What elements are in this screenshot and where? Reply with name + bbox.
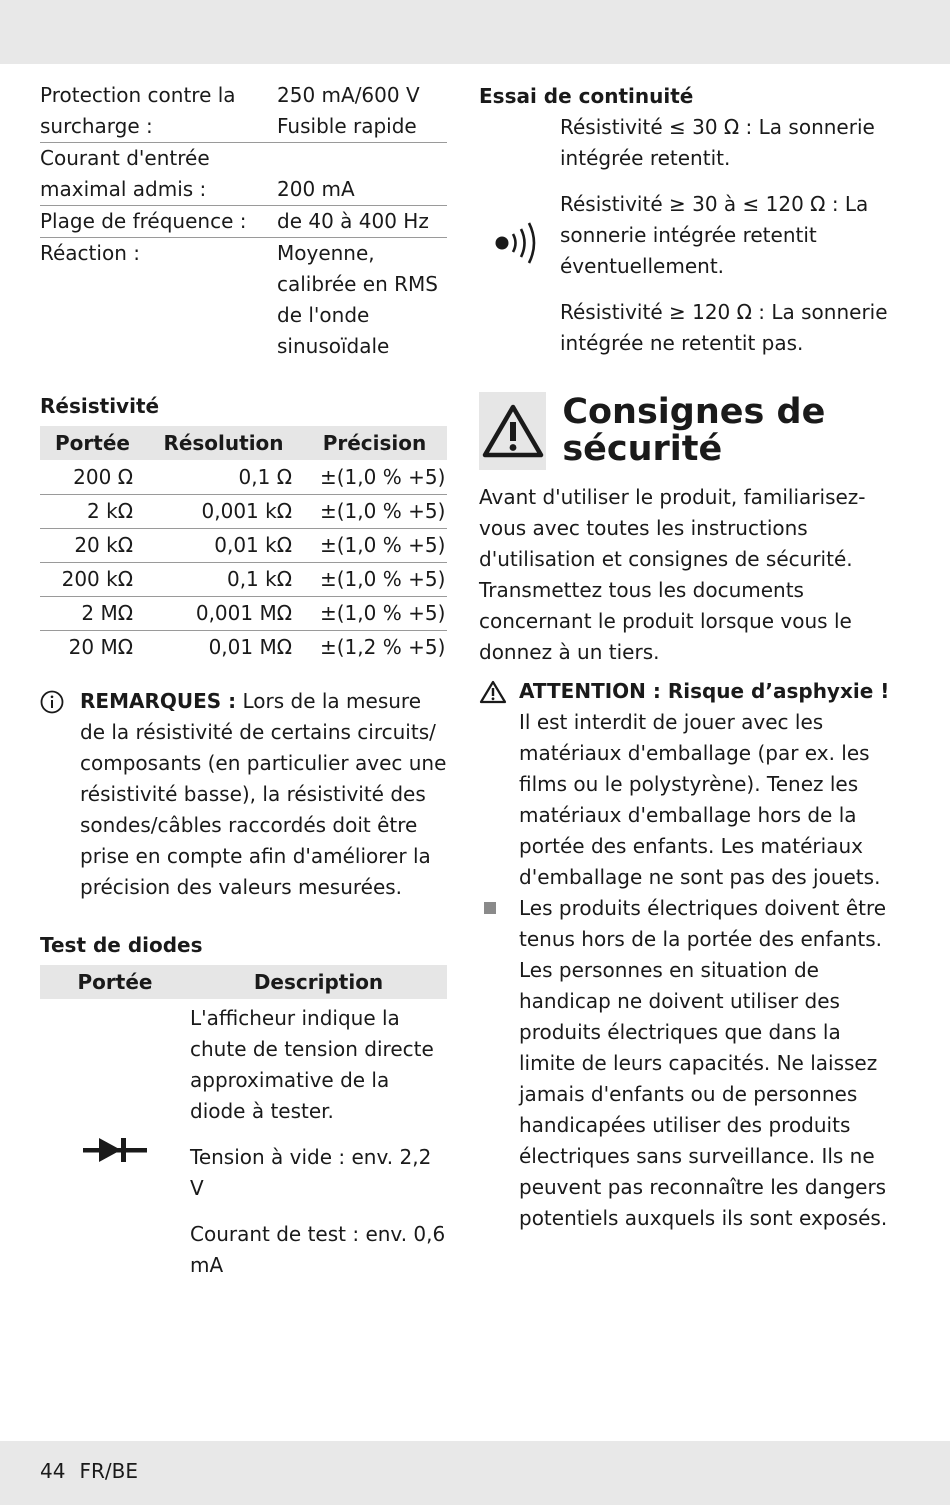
attention-label: ATTENTION : Risque d’asphyxie ! [519, 679, 890, 703]
continuity-text [560, 112, 899, 374]
precision-cell: ±(1,0 % +5) [302, 562, 447, 596]
spec-row [40, 80, 447, 143]
diode-description [190, 1003, 447, 1296]
safety-title: Consignes de sécurité [562, 392, 826, 469]
resistivity-heading: Résistivité [40, 394, 160, 418]
attention-warning [479, 676, 899, 893]
spec-value: Moyenne, calibrée en RMS de l'onde sinusoïdale [277, 241, 438, 358]
page-footer-band [0, 1441, 950, 1505]
precision-cell: ±(1,2 % +5) [320, 635, 446, 660]
continuity-block [479, 112, 899, 374]
diode-symbol-icon [40, 1003, 190, 1296]
column-header: Description [253, 970, 384, 994]
range-cell: 200 kΩ [40, 562, 145, 596]
spec-row [40, 143, 447, 206]
spec-table [40, 80, 447, 362]
resolution-cell: 0,01 MΩ [208, 635, 292, 660]
diode-table-body [40, 1003, 447, 1296]
right-column [479, 80, 899, 1234]
continuity-paragraph: Résistivité ≥ 120 Ω : La sonnerie intégrée ne retentit pas. [560, 300, 888, 355]
precision-cell: ±(1,0 % +5) [302, 528, 447, 562]
table-row [40, 494, 447, 528]
precision-cell: ±(1,0 % +5) [302, 460, 447, 494]
safety-bullet [479, 893, 899, 1234]
diode-table-header [40, 965, 447, 999]
bullet-square-icon [484, 902, 496, 914]
diode-paragraph: Courant de test : env. 0,6 mA [190, 1222, 446, 1277]
range-cell: 2 MΩ [40, 596, 145, 630]
spec-row [40, 206, 447, 238]
spec-value: de 40 à 400 Hz [277, 209, 429, 233]
diode-paragraph: L'afficheur indique la chute de tension directe approximative de la diode à tester. [190, 1006, 434, 1123]
precision-cell: ±(1,0 % +5) [302, 596, 447, 630]
locale-label: FR/BE [79, 1459, 138, 1483]
page-footer [40, 1459, 138, 1483]
left-column [40, 80, 447, 1296]
spec-key: Courant d'entrée maximal admis : [40, 146, 210, 201]
bullet-text: Les produits électriques doivent être tenus hors de la portée des enfants. Les personnes en situation de handicap ne doivent utiliser des produits électriques que dans la limite de leurs capacités. Ne laissez jamais d'enfants ou de personnes handicapées utiliser des produits électriques sans surveillance. Ils ne peuvent pas reconnaître les dangers potentiels auxquels ils sont exposés. [519, 896, 888, 1230]
remarks-text: Lors de la mesure de la résistivité de certains circuits/ composants (en particulier avec une résistivité basse), la résistivité des sondes/câbles raccordés doit être prise en compte afin d'améliorer la précision des valeurs mesurées. [80, 689, 447, 899]
warning-small-icon [479, 680, 507, 713]
remarks-label: REMARQUES : [80, 689, 237, 713]
resolution-cell: 0,1 kΩ [145, 562, 302, 596]
spec-key: Plage de fréquence : [40, 209, 247, 233]
table-row [40, 562, 447, 596]
spec-value: 200 mA [277, 177, 355, 201]
precision-cell: ±(1,0 % +5) [302, 494, 447, 528]
range-cell: 20 MΩ [68, 635, 133, 660]
resolution-cell: 0,1 Ω [145, 460, 302, 494]
warning-triangle-icon [479, 392, 546, 470]
table-row [40, 460, 447, 494]
spec-key: Réaction : [40, 241, 140, 265]
diode-paragraph: Tension à vide : env. 2,2 V [190, 1145, 432, 1200]
safety-header [479, 392, 899, 470]
spec-key: Protection contre la surcharge : [40, 83, 236, 138]
buzzer-icon [479, 112, 560, 374]
resistivity-table [40, 426, 447, 664]
column-header: Portée [77, 970, 153, 994]
page-header-band [0, 0, 950, 64]
spec-value: 250 mA/600 V Fusible rapide [277, 83, 420, 138]
range-cell: 2 kΩ [40, 494, 145, 528]
range-cell: 200 Ω [40, 460, 145, 494]
column-header: Précision [302, 426, 447, 460]
column-header: Portée [40, 426, 145, 460]
info-icon [40, 690, 64, 714]
resolution-cell: 0,001 kΩ [145, 494, 302, 528]
safety-intro: Avant d'utiliser le produit, familiarisez-vous avec toutes les instructions d'utilisation et consignes de sécurité. Transmettez tous les documents concernant le produit lorsque vous le donnez à un tiers. [479, 485, 866, 664]
continuity-heading: Essai de continuité [479, 84, 694, 108]
attention-text: Il est interdit de jouer avec les matériaux d'emballage (par ex. les films ou le polystyrène). Tenez les matériaux d'emballage hors de la portée des enfants. Les matériaux d'emballage ne sont pas des jouets. [519, 710, 881, 889]
table-row [40, 528, 447, 562]
range-cell: 20 kΩ [40, 528, 145, 562]
table-row [40, 630, 447, 664]
remarks-note [40, 686, 447, 903]
column-header: Résolution [145, 426, 302, 460]
continuity-paragraph: Résistivité ≥ 30 à ≤ 120 Ω : La sonnerie intégrée retentit éventuellement. [560, 192, 869, 278]
table-row [40, 596, 447, 630]
continuity-paragraph: Résistivité ≤ 30 Ω : La sonnerie intégrée retentit. [560, 115, 875, 170]
spec-row [40, 238, 447, 362]
resolution-cell: 0,01 kΩ [145, 528, 302, 562]
page-number: 44 [40, 1459, 66, 1483]
resolution-cell: 0,001 MΩ [145, 596, 302, 630]
diode-test-heading: Test de diodes [40, 933, 203, 957]
